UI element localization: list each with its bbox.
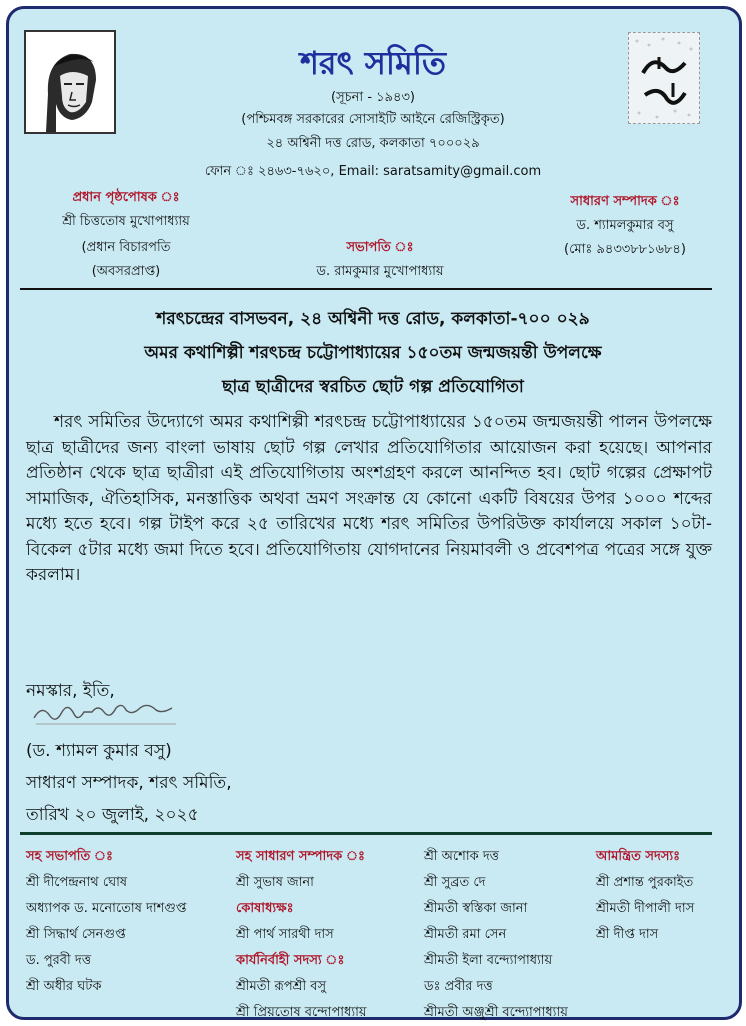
registration-line: (পশ্চিমবঙ্গ সরকারের সোসাইটি আইনে রেজিস্ট্রিকৃত) (241, 112, 505, 127)
exec-member: শ্রী প্রিয়তোষ বন্দোপাধ্যায় (236, 1005, 367, 1020)
exec-member: শ্রী অশোক দত্ত (424, 849, 499, 864)
invited-member: শ্রীমতী দীপালী দাস (596, 901, 695, 916)
handwritten-signature (30, 700, 190, 730)
patron-role-retired: (অবসরপ্রাপ্ত) (91, 264, 161, 279)
letter-date: তারিখ ২০ জুলাই, ২০২৫ (26, 805, 199, 825)
contact-line: ফোন ঃ ২৪৬৩-৭৬২০, Email: saratsamity@gmail.com (204, 164, 542, 179)
patron-title: প্রধান পৃষ্ঠপোষক ঃ (72, 190, 180, 205)
secretary-phone: (মোঃ ৯৪৩৩৮৮১৬৮৪) (564, 242, 686, 257)
president-name: ড. রামকুমার মুখোপাধ্যায় (316, 264, 444, 279)
established-line: (সূচনা - ১৯৪৩) (331, 90, 415, 105)
asst-secretary-title: সহ সাধারণ সম্পাদক ঃ (236, 849, 365, 864)
org-title: শরৎ সমিতি (299, 44, 446, 82)
treasurer-title: কোষাধ্যক্ষঃ (236, 901, 294, 916)
exec-member: শ্রীমতী স্বস্তিকা জানা (424, 901, 528, 916)
address-line: ২৪ অশ্বিনী দত্ত রোড, কলকাতা ৭০০০২৯ (266, 136, 480, 151)
invited-member: শ্রী দীপ্ত দাস (596, 927, 659, 942)
vp-member: শ্রী দীপেন্দ্রনাথ ঘোষ (26, 875, 128, 890)
signer-name: (ড. শ্যামল কুমার বসু) (26, 741, 172, 761)
vp-member: শ্রী অধীর ঘটক (26, 979, 102, 994)
secretary-name: ড. শ্যামলকুমার বসু (576, 218, 674, 233)
vice-president-column (26, 844, 187, 1000)
header-divider (20, 288, 712, 290)
president-title: সভাপতি ঃ (346, 240, 414, 255)
exec-title: কার্যনির্বাহী সদস্য ঃ (236, 953, 345, 968)
invited-member: শ্রী প্রশান্ত পুরকাইত (596, 875, 694, 890)
vp-member: ড. পুরবী দত্ত (26, 953, 92, 968)
headline-occasion: অমর কথাশিল্পী শরৎচন্দ্র চট্টোপাধ্যায়ের ১৫০তম জন্মজয়ন্তী উপলক্ষে (144, 343, 602, 363)
invited-title: আমন্ত্রিত সদস্যঃ (596, 849, 681, 864)
patron-role: (প্রধান বিচারপতি (81, 240, 171, 255)
secretaries-column (236, 844, 367, 1026)
exec-member: শ্রীমতী ইলা বন্দ্যোপাধ্যায় (424, 953, 553, 968)
vp-member: অধ্যাপক ড. মনোতোষ দাশগুপ্ত (26, 901, 187, 916)
greeting: নমস্কার, ইতি, (26, 681, 115, 701)
exec-member: শ্রীমতী অঞ্জুশ্রী বন্দ্যোপাধ্যায় (424, 1005, 568, 1020)
headline-address: শরৎচন্দ্রের বাসভবন, ২৪ অশ্বিনী দত্ত রোড, কলকাতা-৭০০ ০২৯ (156, 309, 590, 329)
asst-secretary-name: শ্রী সুভাষ জানা (236, 875, 314, 890)
exec-member: শ্রীমতী রমা সেন (424, 927, 507, 942)
signer-role: সাধারণ সম্পাদক, শরৎ সমিতি, (26, 773, 232, 793)
headline-competition: ছাত্র ছাত্রীদের স্বরচিত ছোট গল্প প্রতিযোগিতা (222, 377, 524, 397)
letter-body: শরৎ সমিতির উদ্যোগে অমর কথাশিল্পী শরৎচন্দ্র চট্টোপাধ্যায়ের ১৫০তম জন্মজয়ন্তী পালন উপলক্ষে ছাত্র ছাত্রীদের জন্য বাংলা ভাষায় ছোট গল্প লেখার প্রতিযোগিতার আয়োজন করা হয়েছে। আপনার প্রতিষ্ঠান থেকে ছাত্র ছাত্রীরা এই প্রতিযোগিতায় অংশগ্রহণ করলে আনন্দিত হব। ছোট গল্পের প্রেক্ষাপট সামাজিক, ঐতিহাসিক, মনস্তাত্তিক অথবা ভ্রমণ সংক্রান্ত যে কোনো একটি বিষয়ের উপর ১০০০ শব্দের মধ্যে হতে হবে। গল্প টাইপ করে ২৫ তারিখের মধ্যে শরৎ সমিতির উপরিউক্ত কার্যালয়ে সকাল ১০টা-বিকেল ৫টার মধ্যে জমা দিতে হবে। প্রতিযোগিতায় যোগদানের নিয়মাবলী ও প্রবেশপত্র পত্রের সঙ্গে যুক্ত করলাম। (26, 412, 712, 585)
invited-column (596, 844, 694, 948)
exec-members-column (424, 844, 568, 1026)
exec-member: শ্রী সুব্রত দে (424, 875, 486, 890)
footer-divider (20, 832, 712, 835)
exec-member: ডঃ প্রবীর দত্ত (424, 979, 493, 994)
treasurer-name: শ্রী পার্থ সারথী দাস (236, 927, 334, 942)
vp-member: শ্রী সিদ্ধার্থ সেনগুপ্ত (26, 927, 126, 942)
exec-member: শ্রীমতী রূপশ্রী বসু (236, 979, 327, 994)
secretary-title: সাধারণ সম্পাদক ঃ (570, 194, 680, 209)
vp-title: সহ সভাপতি ঃ (26, 849, 113, 864)
patron-name: শ্রী চিত্ততোষ মুখোপাধ্যায় (62, 214, 190, 229)
